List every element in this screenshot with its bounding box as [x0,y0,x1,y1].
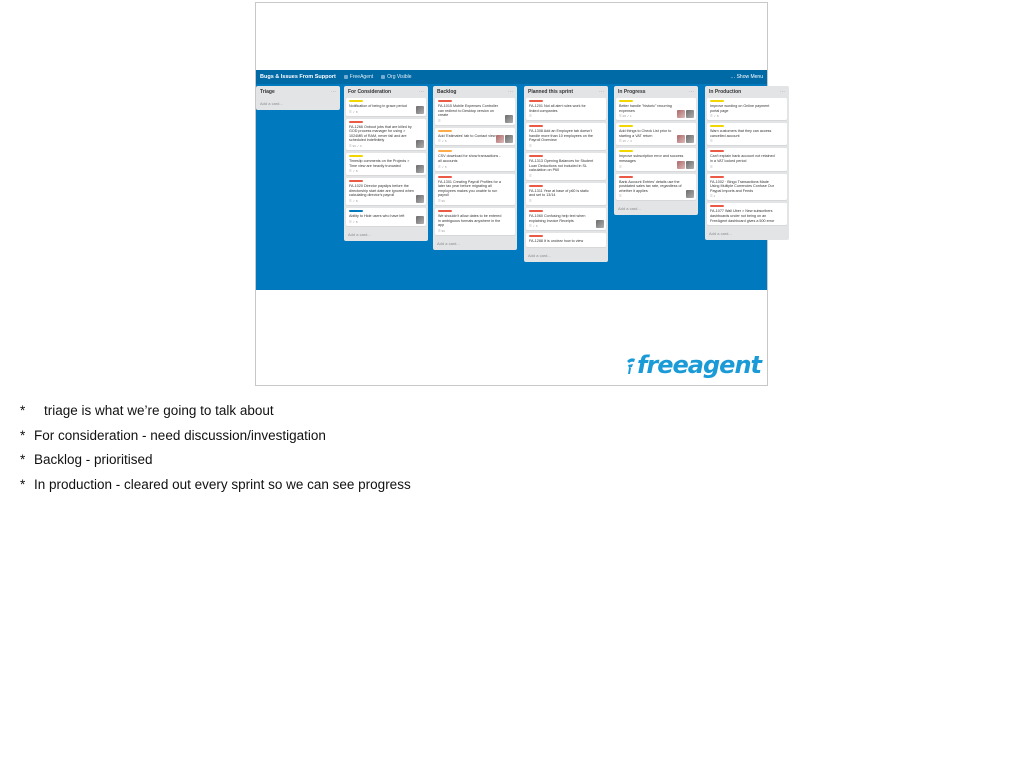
card[interactable] [526,123,606,150]
card-badges: ☰ ✓ 6 [529,224,538,229]
card-title: FA-1020 Director payslips before the directorship start date are ignored when calculating director's payroll [349,184,414,198]
note-item [20,426,411,451]
card-label [710,100,724,102]
card-label [349,155,363,157]
card-title: FA-1313 Opening Balances for Student Loan Deductions not included in SL calculation on P60 [529,158,594,173]
card[interactable] [346,178,426,205]
card-title: FA-1266 Onboot jobs that are killed by GOD process manager for using > 1024MB of RAM, never fail and are scheduled indefinitely [349,124,412,143]
card[interactable] [435,208,515,235]
list-1 [344,86,428,241]
list-menu-icon[interactable]: ⋯ [599,89,604,95]
board-header [256,70,767,84]
add-card-button[interactable]: Add a card... [437,240,460,246]
show-menu-label: Show Menu [736,74,763,80]
list-header[interactable] [258,88,338,98]
card-title: FA-1060 Confusing help text when explaining Invoice Receipts [529,213,586,223]
card-title: Improve subscription error and success messages [619,154,684,163]
card-label [529,185,543,187]
card[interactable] [346,208,426,226]
card-title: FA-1077 Wall Uber > New subscribers dashboards under not being on an FreeAgent dashboard gives a 500 error [710,209,775,223]
card-label [619,125,633,127]
member-avatar[interactable] [686,190,694,198]
note-item [20,401,411,426]
note-item [20,450,411,475]
card-badges: ☰ ✓ 8 [349,198,358,203]
card-label [529,235,543,237]
card-label [438,100,452,102]
card-label [710,205,724,207]
card[interactable] [435,128,515,146]
card-title: Timeslip comments on the Projects > Time view are heavily truncated [349,158,410,168]
list-title: Planned this sprint [528,89,574,95]
card-title: Add things to Check List prior to starting a VAT return [619,129,672,138]
bullet-mark: * [20,452,26,467]
list-header[interactable] [616,88,696,98]
card[interactable] [526,183,606,205]
visibility-chip-label: Org Visible [387,74,412,80]
visibility-chip[interactable] [381,74,411,80]
card-badges: ☰ [529,143,532,148]
card-badges: ☰ ✓ 8 [349,169,358,174]
list-0 [256,86,340,110]
card[interactable] [707,148,787,170]
list-title: Backlog [437,89,457,95]
card[interactable] [526,233,606,247]
card-badges: ☰ 28 ✓ 1 [619,114,632,119]
card[interactable] [526,98,606,120]
card-badges: ☰ [710,139,713,144]
card-badges: ☰ [529,173,532,178]
card-label [349,210,363,212]
card-badges: ☰ 90 [438,198,445,203]
member-avatar[interactable] [686,161,694,169]
visibility-icon [381,75,385,79]
list-header[interactable] [346,88,426,98]
list-2 [433,86,517,250]
card-label [349,100,363,102]
card-label [438,130,452,132]
card-title: FA-1288 It is unclear how to view [529,239,584,244]
card-title: Can't explain bank account not retained in a VAT locked period [710,154,775,163]
member-avatar[interactable] [686,110,694,118]
member-avatar[interactable] [505,135,513,143]
member-avatar[interactable] [416,140,424,148]
list-5 [705,86,789,240]
card[interactable] [707,123,787,145]
list-header[interactable] [707,88,787,98]
list-title: Triage [260,89,275,95]
card-label [529,125,543,127]
card-badges: ☰ 90 [438,228,445,233]
card-badges: ☰ [619,164,622,169]
card[interactable] [707,98,787,120]
card-label [349,180,363,182]
card-badges: ☰ [529,114,532,119]
card-label [710,125,724,127]
member-avatar[interactable] [416,216,424,224]
bullet-mark: * [20,476,26,492]
card-title: CSV download for show transactions - all accounts [438,154,501,163]
member-avatar[interactable] [686,135,694,143]
member-avatar[interactable] [596,220,604,228]
bullet-mark: * [20,403,26,418]
member-avatar[interactable] [416,106,424,114]
note-text: In production - cleared out every sprint so we can see progress [34,476,411,492]
card-title: Notification of being in grace period [349,104,407,108]
card-label [710,150,724,152]
card-badges: ☰ [529,198,532,203]
member-avatar[interactable] [416,195,424,203]
card[interactable] [435,174,515,205]
list-menu-icon[interactable]: ⋯ [780,89,785,95]
card-label [529,100,543,102]
card-badges: ☰ ✓ 5 [438,164,447,169]
bullet-mark: * [20,427,26,443]
card-title: Add 'Estimates' tab to Contact view [438,133,496,138]
add-card-button[interactable]: Add a card... [618,206,641,212]
member-avatar[interactable] [496,135,504,143]
list-4 [614,86,698,215]
card[interactable] [616,174,696,201]
card-badges: ☰ [619,194,622,199]
card-title: FA-1015 Mobile Expenses Controller can redirect to Desktop version on create [438,104,499,118]
card-label [529,210,543,212]
card-badges: ☰ ✓ 8 [349,219,358,224]
add-card-button[interactable]: Add a card... [528,253,551,259]
card-badges: ☰ 15 ✓ 4 [619,139,632,144]
note-text: For consideration - need discussion/investigation [34,427,326,443]
card[interactable] [707,203,787,225]
card-badges: ☰ [710,164,713,169]
board-lists [256,86,785,290]
list-title: For Consideration [348,89,392,95]
freeagent-logo-icon [626,355,636,375]
card-title: Improve wording on Online payment portal page [710,104,770,113]
card-label [438,150,452,152]
card[interactable] [526,208,606,230]
member-avatar[interactable] [416,165,424,173]
card[interactable] [526,153,606,180]
list-menu-icon[interactable]: ⋯ [689,89,694,95]
card[interactable] [346,153,426,175]
logo-text: freeagent [636,351,761,379]
add-card-button[interactable]: Add a card... [348,231,371,237]
show-menu-button[interactable] [730,74,763,80]
card-label [529,155,543,157]
card-title: Bank Account Entries' details use the postdated sales tax rate, regardless of whether it applies [619,179,682,193]
card-badges: ☰ ✓ 6 [438,139,447,144]
trello-board [256,70,785,290]
card-label [619,176,633,178]
card-label [438,176,452,178]
member-avatar[interactable] [505,115,513,123]
card-label [619,150,633,152]
card-title: We shouldn't allow dates to be entered in ambiguous formats anywhere in the app [438,213,502,228]
card-title: FA-1002 · Bingo Transactions Made Using Multiple Currencies Confuse Our Paypal Imports and Feeds [710,179,774,193]
card-title: FA-1308 Add an Employee tab doesn't handle more than 10 employees on the Payroll Overview [529,129,593,143]
add-card-button[interactable]: Add a card... [709,231,732,237]
list-header[interactable] [435,88,515,98]
note-item [20,475,411,500]
card[interactable] [707,174,787,201]
card-label [349,121,363,123]
team-icon [344,75,348,79]
ellipsis-icon: … [730,74,737,80]
speaker-notes [20,401,411,499]
list-menu-icon[interactable]: ⋯ [331,89,336,95]
member-avatar[interactable] [677,161,685,169]
card[interactable] [616,98,696,120]
freeagent-logo [626,351,761,379]
card[interactable] [346,119,426,150]
board-title[interactable]: Bugs & Issues From Support [260,74,336,80]
member-avatar[interactable] [677,110,685,118]
card-label [619,100,633,102]
member-avatar[interactable] [677,135,685,143]
card[interactable] [346,98,426,116]
list-menu-icon[interactable]: ⋯ [508,89,513,95]
card-badges: ☰ [438,118,441,123]
card-title: Warn customers that they can access cancelled account [710,129,772,138]
card[interactable] [435,148,515,170]
slide-screenshot [255,2,785,386]
team-chip-label: FreeAgent [349,74,374,80]
list-3 [524,86,608,262]
card-badges: ☰ 90 ✓ 6 [349,143,362,148]
card-label [438,210,452,212]
card[interactable] [435,98,515,125]
team-chip[interactable] [344,74,373,80]
card-badges: ☰ ✓ 8 [710,114,719,119]
add-card-button[interactable]: Add a card... [260,101,283,106]
card-title: FA-1311 Year at base of p60 is static and set to 13/14 [529,188,589,198]
list-title: In Progress [618,89,646,95]
note-text: triage is what we’re going to talk about [44,403,274,418]
card-title: Ability to Hide users who have left [349,213,405,218]
card-label [710,176,724,178]
list-title: In Production [709,89,742,95]
card[interactable] [616,123,696,145]
list-menu-icon[interactable]: ⋯ [419,89,424,95]
card-title: FA-1201 Not all alert rules work for linked companies [529,104,586,113]
note-text: Backlog - prioritised [34,452,153,467]
card-title: FA-1301 Creating Payroll Profiles for a later tax year before migrating all employees makes you unable to run payroll [438,179,501,198]
card[interactable] [616,148,696,170]
card-badges: ☰ 1 [710,194,716,199]
card-badges: ☰ ✓ 8 [349,109,358,114]
card-title: Better handle "historic" recurring expenses [619,104,672,113]
list-header[interactable] [526,88,606,98]
